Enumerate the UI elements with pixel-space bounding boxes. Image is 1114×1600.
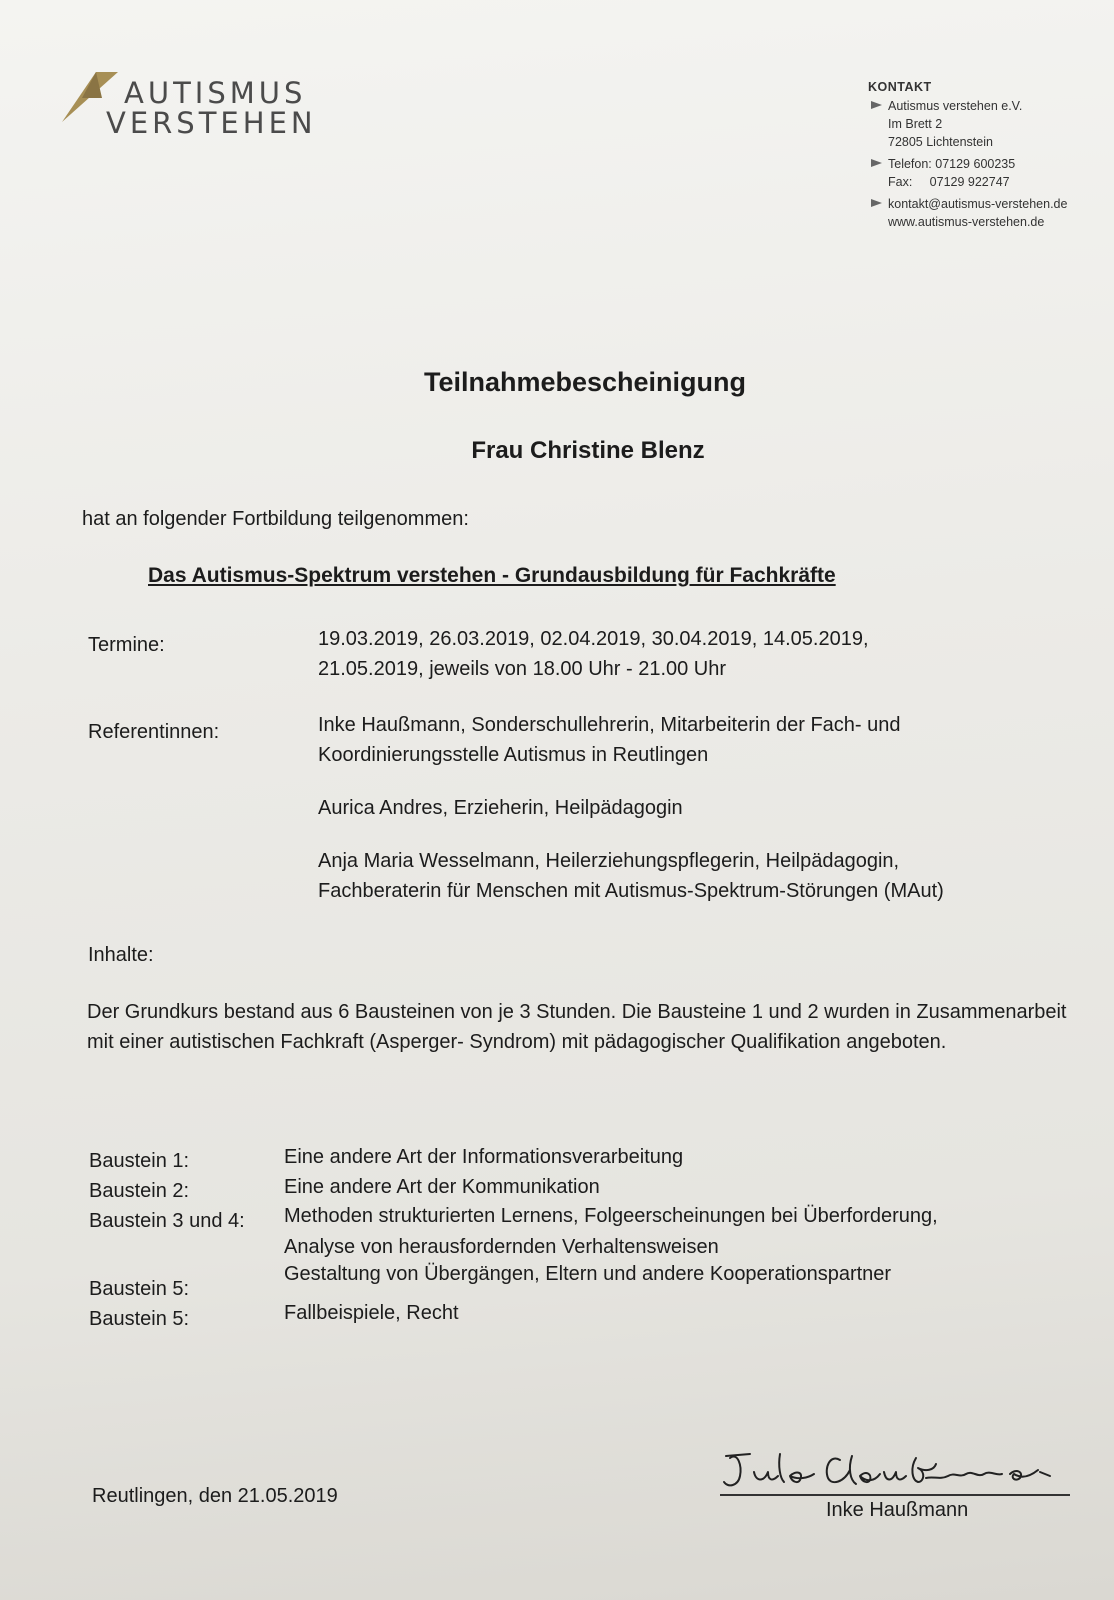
baustein-text: Eine andere Art der Informationsverarbeitung (284, 1146, 684, 1168)
course-title: Das Autismus-Spektrum verstehen - Grundausbildung für Fachkräfte (148, 564, 836, 587)
contact-org-text: Autismus verstehen e.V. (888, 99, 1023, 113)
referentin-1-line-1: Inke Haußmann, Sonderschullehrerin, Mitarbeiterin der Fach- und (318, 714, 901, 736)
termine-label: Termine: (88, 634, 165, 656)
baustein-text: Analyse von herausfordernden Verhaltensweisen (284, 1236, 719, 1258)
contact-heading: KONTAKT (868, 80, 932, 94)
signer-name: Inke Haußmann (826, 1499, 969, 1521)
logo-word-verstehen: VERSTEHEN (106, 106, 317, 140)
contact-phone (868, 155, 1067, 173)
contact-city: 72805 Lichtenstein (888, 135, 993, 149)
arrow-icon (871, 101, 882, 109)
baustein-label: Baustein 2: (89, 1180, 190, 1202)
arrow-icon (871, 199, 882, 207)
contact-web: www.autismus-verstehen.de (888, 215, 1045, 229)
contact-phone-text: Telefon: 07129 600235 (888, 157, 1016, 171)
referentin-2: Aurica Andres, Erzieherin, Heilpädagogin (318, 797, 683, 819)
recipient-name: Frau Christine Blenz (471, 437, 705, 464)
baustein-label: Baustein 1: (89, 1150, 190, 1172)
referentin-3-line-2: Fachberaterin für Menschen mit Autismus-Spektrum-Störungen (MAut) (318, 880, 944, 902)
baustein-label: Baustein 3 und 4: (89, 1210, 245, 1232)
handwritten-signature (720, 1448, 1070, 1494)
inhalte-paragraph: Der Grundkurs bestand aus 6 Bausteinen von je 3 Stunden. Die Bausteine 1 und 2 wurden in Zusammenarbeit mit einer autistischen Fachkraft (Asperger- Syndrom) mit pädagogischer Qualifikation angeboten. (87, 1001, 1067, 1053)
contact-email (868, 195, 1067, 213)
referentinnen-label: Referentinnen: (88, 721, 220, 743)
baustein-text: Fallbeispiele, Recht (284, 1302, 459, 1324)
referentin-3-line-1: Anja Maria Wesselmann, Heilerziehungspflegerin, Heilpädagogin, (318, 850, 900, 872)
inhalte-label: Inhalte: (88, 944, 154, 966)
contact-org (868, 97, 1067, 115)
arrow-icon (871, 159, 882, 167)
baustein-text: Gestaltung von Übergängen, Eltern und andere Kooperationspartner (284, 1263, 892, 1285)
contact-block (868, 78, 1067, 231)
baustein-text: Eine andere Art der Kommunikation (284, 1176, 600, 1198)
referentin-1-line-2: Koordinierungsstelle Autismus in Reutlingen (318, 744, 709, 766)
termine-line-1: 19.03.2019, 26.03.2019, 02.04.2019, 30.04.2019, 14.05.2019, (318, 628, 869, 650)
contact-street: Im Brett 2 (888, 117, 943, 131)
contact-fax: Fax: 07129 922747 (888, 175, 1010, 189)
baustein-label: Baustein 5: (89, 1278, 190, 1300)
logo-word-autismus: AUTISMUS (124, 76, 307, 110)
baustein-text: Methoden strukturierten Lernens, Folgeerscheinungen bei Überforderung, (284, 1205, 938, 1227)
intro-text: hat an folgender Fortbildung teilgenommen: (82, 508, 469, 530)
document-title: Teilnahmebescheinigung (423, 367, 747, 397)
contact-email-text: kontakt@autismus-verstehen.de (888, 197, 1068, 211)
place-date: Reutlingen, den 21.05.2019 (92, 1485, 338, 1507)
signature-line (720, 1494, 1070, 1496)
baustein-label: Baustein 5: (89, 1308, 190, 1330)
termine-line-2: 21.05.2019, jeweils von 18.00 Uhr - 21.00 Uhr (318, 658, 727, 680)
